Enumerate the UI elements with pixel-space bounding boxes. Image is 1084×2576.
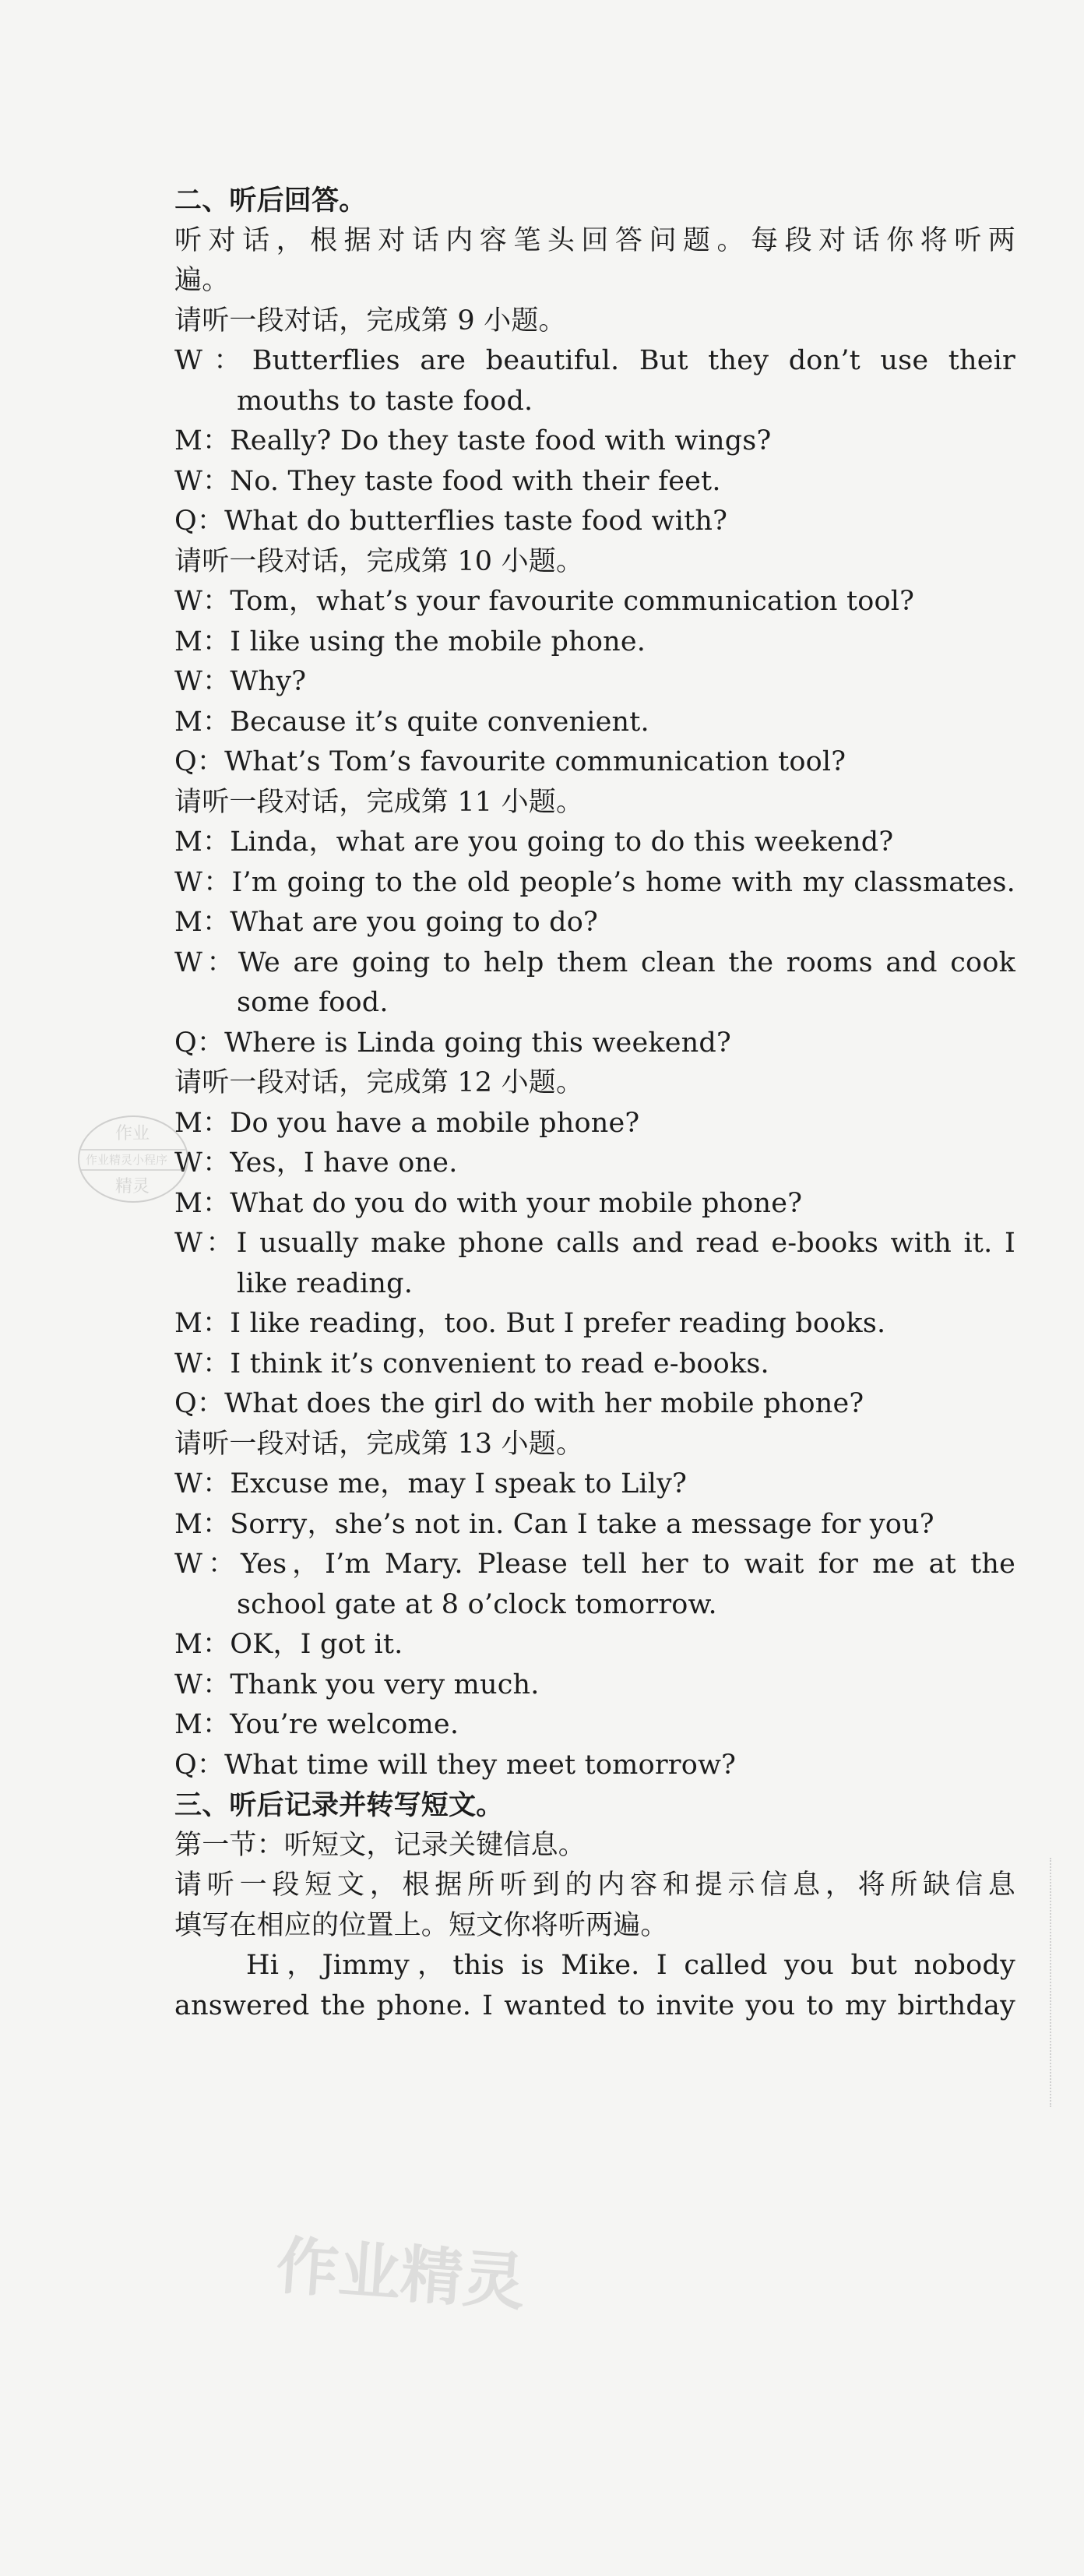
section2-instruction: 听对话，根据对话内容笔头回答问题。每段对话你将听两 bbox=[174, 224, 1015, 256]
dialogue-line: M：What are you going to do? bbox=[174, 907, 599, 938]
dialogue-line: M：You’re welcome. bbox=[174, 1709, 459, 1740]
section3-subheading: 第一节：听短文，记录关键信息。 bbox=[174, 1829, 586, 1861]
dialogue-line: W：I usually make phone calls and read e-books with it. I bbox=[174, 1228, 1015, 1259]
watermark-stamp-bottom: 精灵 bbox=[115, 1177, 150, 1196]
dialogue-11-title: 请听一段对话，完成第 11 小题。 bbox=[174, 786, 584, 818]
dialogue-line: M：I like using the mobile phone. bbox=[174, 625, 646, 657]
section3-instruction-cont: 填写在相应的位置上。短文你将听两遍。 bbox=[174, 1909, 668, 1941]
dialogue-line: M：I like reading，too. But I prefer reading books. bbox=[174, 1308, 886, 1339]
watermark-bottom-text: 作业精灵 bbox=[273, 2229, 528, 2320]
dialogue-12-title: 请听一段对话，完成第 12 小题。 bbox=[174, 1067, 584, 1098]
dialogue-line: W：Thank you very much. bbox=[174, 1669, 540, 1700]
dialogue-line: M：What do you do with your mobile phone? bbox=[174, 1187, 803, 1219]
dialogue-10-title: 请听一段对话，完成第 10 小题。 bbox=[174, 545, 584, 577]
dialogue-line: M：Do you have a mobile phone? bbox=[174, 1107, 640, 1139]
dialogue-line: W：We are going to help them clean the rooms and cook bbox=[174, 946, 1015, 978]
dialogue-line: W：Butterflies are beautiful. But they don’t use their bbox=[174, 345, 1015, 376]
watermark-bottom bbox=[273, 2224, 528, 2320]
dialogue-line: W：Excuse me，may I speak to Lily? bbox=[174, 1468, 688, 1499]
dialogue-line: W：Yes，I’m Mary. Please tell her to wait for me at the bbox=[174, 1549, 1015, 1580]
dialogue-line: W：Why? bbox=[174, 666, 307, 697]
dialogue-line: W：Yes，I have one. bbox=[174, 1147, 458, 1179]
dialogue-line: W：Tom，what’s your favourite communication tool? bbox=[174, 586, 915, 617]
dialogue-line-cont: some food. bbox=[237, 987, 389, 1018]
section2-instruction-cont: 遍。 bbox=[174, 265, 230, 296]
question-line: Q：What do butterflies taste food with? bbox=[174, 506, 728, 537]
dialogue-line: M：Because it’s quite convenient. bbox=[174, 706, 649, 738]
section2-heading: 二、听后回答。 bbox=[174, 185, 367, 217]
dialogue-9-title: 请听一段对话，完成第 9 小题。 bbox=[174, 305, 566, 337]
dialogue-line: W：I think it’s convenient to read e-books. bbox=[174, 1348, 769, 1380]
section3-instruction: 请听一段短文，根据所听到的内容和提示信息，将所缺信息 bbox=[174, 1869, 1015, 1901]
question-line: Q：What’s Tom’s favourite communication tool? bbox=[174, 746, 846, 777]
question-line: Q：What time will they meet tomorrow? bbox=[174, 1749, 737, 1781]
watermark-stamp bbox=[75, 1112, 192, 1206]
question-line: Q：Where is Linda going this weekend? bbox=[174, 1027, 731, 1059]
dialogue-line: M：Sorry，she’s not in. Can I take a message for you? bbox=[174, 1508, 934, 1540]
page-content bbox=[174, 181, 1015, 2026]
section3-heading: 三、听后记录并转写短文。 bbox=[174, 1789, 504, 1821]
passage-line: answered the phone. I wanted to invite you to my birthday bbox=[174, 1989, 1015, 2021]
watermark-stamp-top: 作业 bbox=[115, 1124, 150, 1144]
passage-line: Hi，Jimmy，this is Mike. I called you but nobody bbox=[246, 1950, 1015, 1981]
watermark-stamp-mid: 作业精灵小程序 bbox=[86, 1153, 168, 1167]
dialogue-line-cont: school gate at 8 o’clock tomorrow. bbox=[237, 1588, 717, 1620]
dialogue-line: M：OK，I got it. bbox=[174, 1629, 403, 1660]
dialogue-13-title: 请听一段对话，完成第 13 小题。 bbox=[174, 1428, 584, 1460]
dialogue-line: W：I’m going to the old people’s home with my classmates. bbox=[174, 866, 1015, 898]
dialogue-line: M：Really? Do they taste food with wings? bbox=[174, 425, 772, 456]
dialogue-line: M：Linda，what are you going to do this weekend? bbox=[174, 826, 894, 858]
dialogue-line-cont: like reading. bbox=[237, 1267, 414, 1299]
question-line: Q：What does the girl do with her mobile phone? bbox=[174, 1388, 864, 1419]
dialogue-line: W：No. They taste food with their feet. bbox=[174, 465, 721, 497]
dialogue-line-cont: mouths to taste food. bbox=[237, 385, 533, 417]
scan-margin-dots bbox=[1048, 1858, 1051, 2107]
